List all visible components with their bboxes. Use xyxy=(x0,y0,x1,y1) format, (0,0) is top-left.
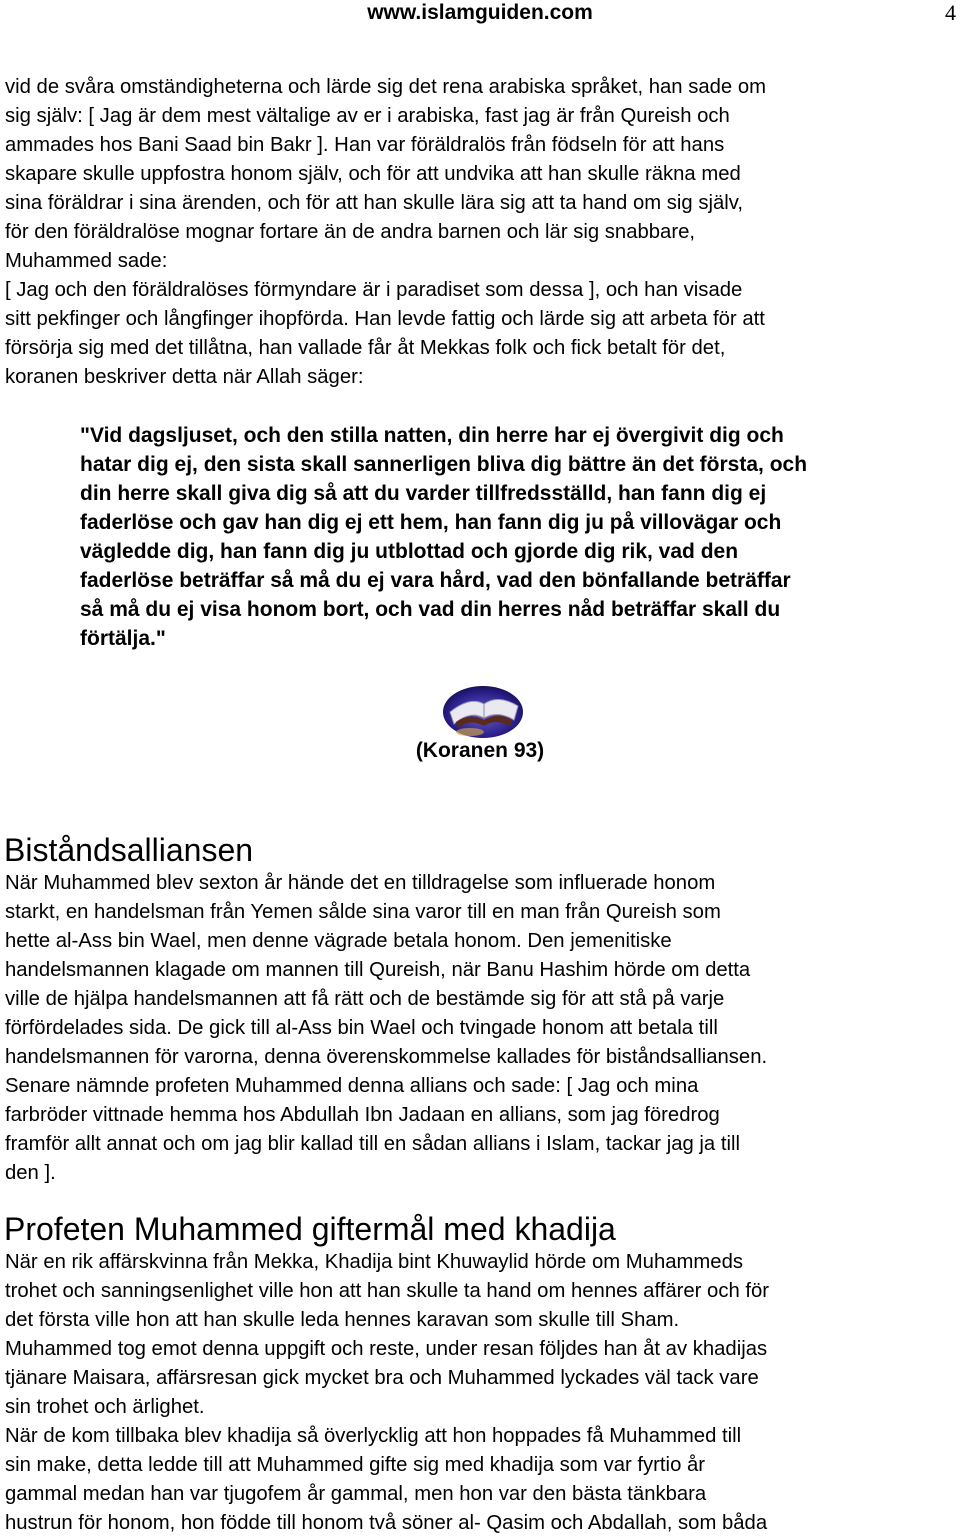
text-line: När Muhammed blev sexton år hände det en tilldragelse som influerade honom xyxy=(5,872,716,894)
section-heading-giftermal: Profeten Muhammed giftermål med khadija xyxy=(4,1211,616,1247)
quran-quote xyxy=(80,421,960,653)
quote-line: hatar dig ej, den sista skall sannerligen bliva dig bättre än det första, och xyxy=(80,453,808,476)
text-line: hustrun för honom, hon födde till honom två söner al- Qasim och Abdallah, som båda xyxy=(5,1512,768,1534)
text-line: sin trohet och ärlighet. xyxy=(5,1396,205,1418)
text-line: handelsmannen klagade om mannen till Qureish, när Banu Hashim hörde om detta xyxy=(5,959,751,981)
text-line: trohet och sanningsenlighet ville hon att han skulle ta hand om hennes affärer och för xyxy=(5,1280,770,1302)
text-line: handelsmannen för varorna, denna överenskommelse kallades för biståndsalliansen. xyxy=(5,1046,768,1068)
text-line: När en rik affärskvinna från Mekka, Khadija bint Khuwaylid hörde om Muhammeds xyxy=(5,1251,743,1273)
text-line: koranen beskriver detta när Allah säger: xyxy=(5,366,364,388)
section1-paragraph xyxy=(5,869,960,1188)
text-line: gammal medan han var tjugofem år gammal, men hon var den bästa tänkbara xyxy=(5,1483,707,1505)
quote-line: vägledde dig, han fann dig ju utblottad och gjorde dig rik, vad den xyxy=(80,540,739,563)
text-line: sin make, detta ledde till att Muhammed gifte sig med khadija som var fyrtio år xyxy=(5,1454,706,1476)
quote-line: förtälja." xyxy=(80,627,166,650)
text-line: ammades hos Bani Saad bin Bakr ]. Han var föräldralös från födseln för att hans xyxy=(5,134,725,156)
quote-line: faderlöse och gav han dig ej ett hem, han fann dig ju på villovägar och xyxy=(80,511,782,534)
text-line: framför allt annat och om jag blir kallad till en sådan allians i Islam, tackar jag ja till xyxy=(5,1133,740,1155)
text-line: försörja sig med det tillåtna, han vallade får åt Mekkas folk och fick betalt för det, xyxy=(5,337,726,359)
quote-line: så må du ej visa honom bort, och vad din herres nåd beträffar skall du xyxy=(80,598,781,621)
text-line: [ Jag och den föräldralöses förmyndare är i paradiset som dessa ], och han visade xyxy=(5,279,743,301)
text-line: tjänare Maisara, affärsresan gick mycket bra och Muhammed lyckades väl tack vare xyxy=(5,1367,759,1389)
text-line: sitt pekfinger och långfinger ihopförda. Han levde fattig och lärde sig att arbeta för att xyxy=(5,308,765,330)
site-url: www.islamguiden.com xyxy=(367,1,593,24)
open-quran-book-icon xyxy=(440,682,526,740)
text-line: Muhammed sade: xyxy=(5,250,168,272)
text-line: När de kom tillbaka blev khadija så överlycklig att hon hoppades få Muhammed till xyxy=(5,1425,742,1447)
text-line: för den föräldralöse mognar fortare än de andra barnen och lär sig snabbare, xyxy=(5,221,695,243)
text-line: sina föräldrar i sina ärenden, och för att han skulle lära sig att ta hand om sig själv, xyxy=(5,192,744,214)
intro-paragraph xyxy=(5,73,960,392)
text-line: hette al-Ass bin Wael, men denne vägrade betala honom. Den jemenitiske xyxy=(5,930,672,952)
quote-line: "Vid dagsljuset, och den stilla natten, din herre har ej övergivit dig och xyxy=(80,424,784,447)
text-line: den ]. xyxy=(5,1162,56,1184)
text-line: ville de hjälpa handelsmannen att få rätt och de bestämde sig för att stå på varje xyxy=(5,988,725,1010)
quote-line: din herre skall giva dig så att du varder tillfredsställd, han fann dig ej xyxy=(80,482,767,505)
section2-paragraph xyxy=(5,1248,960,1538)
text-line: sig själv: [ Jag är dem mest vältalige av er i arabiska, fast jag är från Qureish och xyxy=(5,105,730,127)
section-heading-bistandsalliansen: Biståndsalliansen xyxy=(4,832,254,868)
text-line: det första ville hon att han skulle leda hennes karavan som skulle till Sham. xyxy=(5,1309,680,1331)
text-line: vid de svåra omständigheterna och lärde sig det rena arabiska språket, han sade om xyxy=(5,76,766,98)
text-line: starkt, en handelsman från Yemen sålde sina varor till en man från Qureish som xyxy=(5,901,721,923)
quote-line: faderlöse beträffar så må du ej vara hård, vad den bönfallande beträffar xyxy=(80,569,791,592)
quote-reference: (Koranen 93) xyxy=(415,739,545,762)
text-line: Senare nämnde profeten Muhammed denna allians och sade: [ Jag och mina xyxy=(5,1075,699,1097)
text-line: Muhammed tog emot denna uppgift och reste, under resan följdes han åt av khadijas xyxy=(5,1338,768,1360)
page-number: 4 xyxy=(945,0,956,25)
text-line: skapare skulle uppfostra honom själv, och för att undvika att han skulle räkna med xyxy=(5,163,741,185)
text-line: förfördelades sida. De gick till al-Ass bin Wael och tvingade honom att betala till xyxy=(5,1017,718,1039)
text-line: farbröder vittnade hemma hos Abdullah Ibn Jadaan en allians, som jag föredrog xyxy=(5,1104,720,1126)
